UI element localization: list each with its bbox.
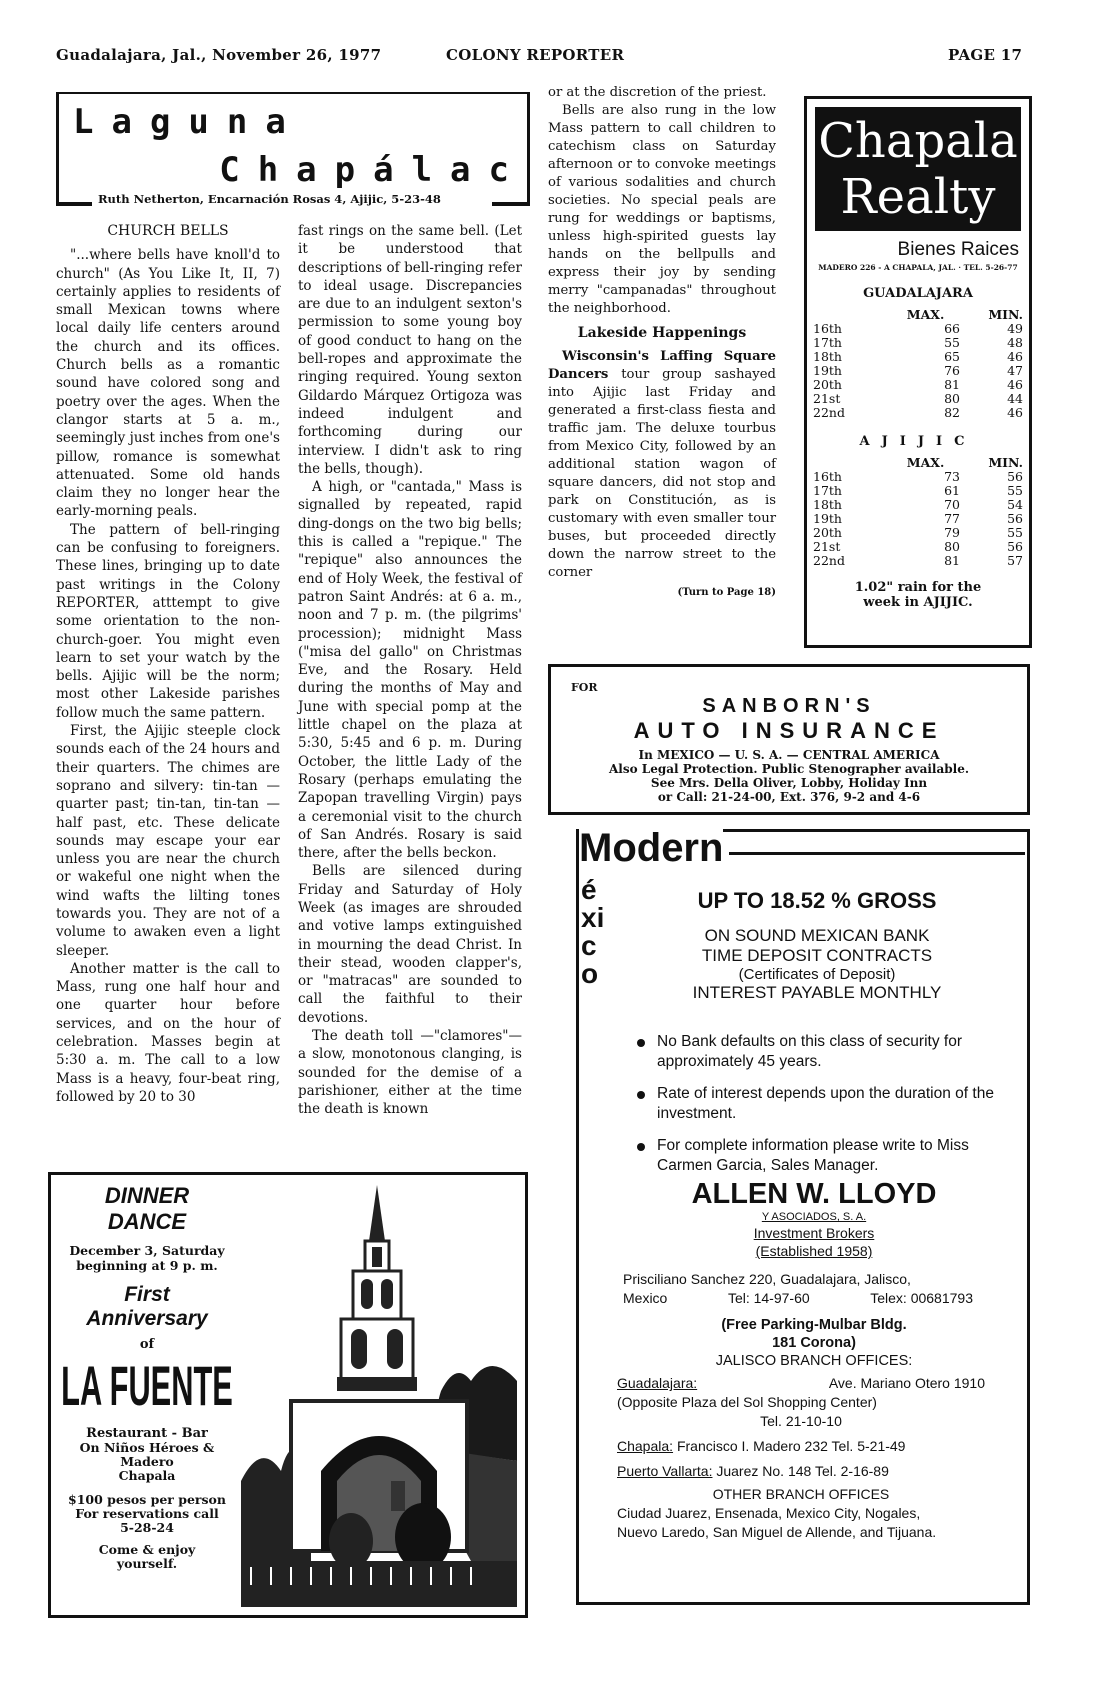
weather-day: 21st (813, 539, 841, 554)
article-paragraph: Bells are also rung in the low Mass pattern to call children to catechism class on Saturday afternoon or to convoke meetings of various sodalities and church societies. No special peals are rung for weddings or baptisms, unless high-spirited guests lay hands on the bellpulls and express their joy by sending merry "campanadas" throughout the neighborhood. (548, 103, 776, 316)
running-header-paper-name: COLONY REPORTER (446, 46, 625, 64)
max-label: MAX. (906, 455, 945, 470)
weather-min: 55 (1007, 483, 1023, 498)
church-steeple-illustration (241, 1181, 517, 1607)
article-paragraph: Another matter is the call to Mass, rung one half hour and one quarter hour before services, and on the hour of celebration. Masses begin at 5:30 a. m. The call to a low Mass is a heavy, four-beat ring, followed by 20 to 30 (56, 960, 280, 1105)
column-title-chapala: Chapálac (219, 150, 527, 190)
ad-bullet: For complete information please write to Miss Carmen Garcia, Sales Manager. (637, 1136, 997, 1176)
article-paragraph: fast rings on the same bell. (Let it be understood that descriptions of bell-ringing refer to ideal usage. Discrepancies are due to an indulgent sexton's permission to some young boy of good conduct to hang on the bell-ropes and approximate the ringing required. Young sexton Gildardo Márquez Ortigoza was indeed indulgent and forthcoming during our interview. I didn't ask to ring the bells, though). (298, 223, 522, 477)
ad-mexico-vertical: éxico (581, 874, 605, 989)
la-fuente-text-block (57, 1183, 237, 1571)
ad-time: beginning at 9 p. m. (76, 1258, 218, 1273)
ad-line-1: ON SOUND MEXICAN BANK (704, 926, 930, 945)
byline-rule-right (492, 202, 527, 206)
firm-established: (Established 1958) (755, 1243, 873, 1259)
ad-closing-2: yourself. (116, 1556, 178, 1571)
article-paragraph: The death toll —"clamores"— a slow, monotonous clanging, is sounded for the demise of a parishioner, either at the time the death is known (298, 1028, 522, 1118)
weather-max: 65 (944, 349, 960, 364)
weather-max: 73 (944, 469, 960, 484)
sanborns-coverage: In MEXICO — U. S. A. — CENTRAL AMERICA (638, 748, 940, 762)
weather-day: 22nd (813, 405, 845, 420)
weather-row (813, 512, 1023, 526)
weather-max: 70 (944, 497, 960, 512)
branch-list (617, 1374, 985, 1542)
weather-row (813, 498, 1023, 512)
ad-date: December 3, Saturday (69, 1243, 225, 1258)
rain-note: 1.02" rain for the week in AJIJIC. (854, 580, 982, 610)
realty-logo-chapala: Chapala (818, 113, 1018, 169)
realty-logo-realty: Realty (840, 169, 996, 225)
weather-guadalajara-header (807, 307, 1029, 322)
article-paragraph: First, the Ajijic steeple clock sounds each of the 24 hours and their quarters. The chimes are soprano and silvery: tin-tan — quarter past; tin-tan, tin-tan — half past, etc. These delicate sounds may escape your ear unless you are near the church or wakeful one night when the wind wafts the lilting tones towards you. They are not of a volume to awaken even a light sleeper. (56, 723, 280, 959)
la-fuente-logo: LA FUENTE (61, 1354, 233, 1417)
sanborns-legal: Also Legal Protection. Public Stenographer available. (608, 762, 970, 776)
parking-line-1: (Free Parking-Mulbar Bldg. (721, 1317, 907, 1333)
min-label: MIN. (988, 455, 1023, 470)
firm-city: Mexico (623, 1290, 668, 1306)
weather-day: 19th (813, 363, 842, 378)
ad-anniversary: Anniversary (86, 1307, 208, 1330)
branch-gdl-address-2: (Opposite Plaza del Sol Shopping Center) (617, 1394, 877, 1410)
ad-reservations: For reservations call (75, 1506, 219, 1521)
firm-subname: Y ASOCIADOS, S. A. (761, 1211, 867, 1223)
max-label: MAX. (906, 307, 945, 322)
weather-max: 81 (944, 553, 960, 568)
weather-max: 55 (944, 335, 960, 350)
ad-modern-banner: Modern (579, 826, 724, 870)
firm-address: Prisciliano Sanchez 220, Guadalajara, Jalisco, (623, 1271, 911, 1287)
article-paragraph: The pattern of bell-ringing can be confusing to foreigners. These lines, bringing up to date past writings in the Colony REPORTER, atttempt to give some orientation to the non-church-goer. You might even learn to set your watch by the bells. Ajijic will be the norm; most other Lakeside parishes follow much the same pattern. (56, 521, 280, 721)
ad-address-2: Madero (120, 1454, 174, 1469)
byline-rule-left (56, 202, 92, 206)
weather-row (813, 392, 1023, 406)
ad-closing-1: Come & enjoy (98, 1542, 196, 1557)
weather-max: 77 (944, 511, 960, 526)
article-column-3 (548, 84, 776, 602)
branch-title: JALISCO BRANCH OFFICES: (715, 1353, 913, 1369)
weather-day: 18th (813, 349, 842, 364)
branch-chapala-address: Francisco I. Madero 232 Tel. 5-21-49 (676, 1438, 906, 1454)
weather-max: 82 (944, 405, 960, 420)
weather-min: 46 (1007, 405, 1023, 420)
other-branches-2: Nuevo Laredo, San Miguel de Allende, and Tijuana. (617, 1524, 937, 1540)
ad-address-1: On Niños Héroes & (79, 1440, 215, 1455)
ad-type: Restaurant - Bar (86, 1426, 208, 1441)
weather-row (813, 350, 1023, 364)
article-heading: CHURCH BELLS (107, 223, 229, 239)
article-paragraph: or at the discretion of the priest. (548, 85, 767, 100)
weather-max: 76 (944, 363, 960, 378)
weather-row (813, 378, 1023, 392)
la-fuente-ad (48, 1172, 528, 1618)
weather-min: 54 (1007, 497, 1023, 512)
weather-day: 19th (813, 511, 842, 526)
branch-gdl-tel: Tel. 21-10-10 (760, 1413, 842, 1429)
column-title-laguna: Laguna (73, 102, 304, 142)
weather-max: 61 (944, 483, 960, 498)
happenings-lead: Wisconsin's Laffing Square Dancers (548, 349, 776, 382)
allen-lloyd-ad (576, 826, 1030, 1605)
ad-line-4: INTEREST PAYABLE MONTHLY (692, 983, 942, 1002)
running-header-page-number: PAGE 17 (948, 46, 1023, 64)
running-header-dateline: Guadalajara, Jal., November 26, 1977 (56, 46, 382, 64)
ad-line-3: (Certificates of Deposit) (738, 966, 896, 983)
branch-chapala-label: Chapala: (617, 1438, 674, 1454)
weather-row (813, 322, 1023, 336)
weather-day: 16th (813, 321, 842, 336)
weather-day: 16th (813, 469, 842, 484)
branch-pv-address: Juarez No. 148 Tel. 2-16-89 (716, 1463, 889, 1479)
weather-min: 56 (1007, 511, 1023, 526)
weather-min: 46 (1007, 377, 1023, 392)
firm-address-block (623, 1270, 973, 1308)
happenings-text: tour group sashayed into Ajijic last Friday and generated a first-class fiesta and traffic jam. The deluxe tourbus from Mexico City, followed by an additional station wagon of square dancers, did not stop and park on Constitución, as is customary with even smaller tour buses, but proceeded directly down the narrow street to the corner (548, 367, 776, 580)
sanborns-for: FOR (571, 681, 598, 694)
weather-min: 55 (1007, 525, 1023, 540)
ad-title-dinner: DINNER (104, 1183, 190, 1208)
sanborns-name: SANBORN'S (702, 695, 876, 717)
weather-max: 79 (944, 525, 960, 540)
weather-row (813, 484, 1023, 498)
weather-row (813, 526, 1023, 540)
firm-tel: Tel: 14-97-60 (727, 1290, 810, 1306)
weather-min: 56 (1007, 539, 1023, 554)
weather-guadalajara-title: GUADALAJARA (863, 286, 973, 301)
weather-row (813, 336, 1023, 350)
weather-day: 17th (813, 335, 842, 350)
weather-max: 80 (944, 539, 960, 554)
weather-row (813, 554, 1023, 568)
article-column-2 (298, 222, 522, 1119)
min-label: MIN. (988, 307, 1023, 322)
sanborns-product: AUTO INSURANCE (633, 718, 945, 743)
weather-ajijic-header (807, 455, 1029, 470)
article-paragraph: "...where bells have knoll'd to church" (As You Like It, II, 7) certainly applies to residents of small Mexican towns where local daily life centers around the church and its offices. Church bells as a romantic sound have colored song and poetry over the ages. When the clangor starts at 5 a. m., seemingly just inches from one's pillow, romance is somewhat attenuated. Some old hands claim they no longer hear the early-morning peals. (56, 247, 280, 520)
column-title-box (56, 92, 530, 206)
chapala-realty-ad (804, 96, 1032, 648)
weather-day: 20th (813, 377, 842, 392)
weather-min: 47 (1007, 363, 1023, 378)
other-branches-1: Ciudad Juarez, Ensenada, Mexico City, Nogales, (617, 1505, 921, 1521)
parking-line-2: 181 Corona) (772, 1335, 856, 1351)
article-paragraph: Bells are silenced during Friday and Saturday of Holy Week (as images are shrouded and votive lamps extinguished in mourning the dead Christ. In their stead, wooden clapper's, or "matracas" are sounded to call the faithful to their devotions. (298, 863, 522, 1026)
sanborns-contact: See Mrs. Della Oliver, Lobby, Holiday Inn (650, 776, 928, 790)
weather-day: 22nd (813, 553, 845, 568)
article-paragraph: A high, or "cantada," Mass is signalled by repeated, rapid ding-dongs on the two big bells; this is called a "repique." The "repique" also announces the end of Holy Week, the festival of patron Saint Andrés: at 6 a. m., noon and 7 p. m. (the pilgrims' procession); midnight Mass ("misa del gallo" on Christmas Eve, and the Rosary. Held during the months of May and June with special pomp at the little chapel on the plaza at 5:30, 5:45 and 6 p. m. During October, the little Lady of the Rosary (perhaps emulating the Zapopan travelling Virgin) pays a ceremonial visit to the church of San Andrés. Rosary is said there, after the bells beckon. (298, 479, 522, 862)
realty-tagline: Bienes Raices (897, 239, 1019, 260)
weather-min: 44 (1007, 391, 1023, 406)
ad-bullet: Rate of interest depends upon the duration of the investment. (637, 1084, 997, 1124)
article-column-1 (56, 222, 280, 1106)
sanborns-insurance-ad (548, 664, 1030, 815)
column-byline: Ruth Netherton, Encarnación Rosas 4, Ajijic, 5-23-48 (94, 192, 445, 206)
weather-min: 56 (1007, 469, 1023, 484)
weather-min: 46 (1007, 349, 1023, 364)
weather-day: 20th (813, 525, 842, 540)
happenings-heading: Lakeside Happenings (577, 325, 747, 341)
sanborns-phone: or Call: 21-24-00, Ext. 376, 9-2 and 4-6 (657, 790, 921, 804)
ad-address-3: Chapala (118, 1468, 176, 1483)
firm-brokers: Investment Brokers (753, 1225, 875, 1241)
ad-headline: UP TO 18.52 % GROSS (697, 888, 937, 913)
weather-day: 18th (813, 497, 842, 512)
weather-min: 49 (1007, 321, 1023, 336)
ad-of: of (139, 1337, 155, 1352)
weather-max: 66 (944, 321, 960, 336)
weather-row (813, 364, 1023, 378)
weather-min: 48 (1007, 335, 1023, 350)
weather-ajijic-title: AJIJIC (859, 434, 977, 449)
ad-phone: 5-28-24 (120, 1520, 174, 1535)
firm-telex: Telex: 00681793 (870, 1290, 973, 1306)
ad-line-2: TIME DEPOSIT CONTRACTS (701, 946, 933, 965)
ad-first: First (124, 1283, 170, 1306)
ad-title-dance: DANCE (107, 1209, 187, 1234)
branch-pv-label: Puerto Vallarta: (617, 1463, 713, 1479)
weather-guadalajara-table (813, 322, 1023, 420)
realty-logo-block (815, 107, 1021, 231)
weather-min: 57 (1007, 553, 1023, 568)
weather-day: 21st (813, 391, 841, 406)
ad-bullet: No Bank defaults on this class of security for approximately 45 years. (637, 1032, 997, 1072)
weather-row (813, 470, 1023, 484)
weather-max: 81 (944, 377, 960, 392)
weather-max: 80 (944, 391, 960, 406)
realty-address: MADERO 226 - A CHAPALA, JAL. · TEL. 5-26-77 (818, 263, 1018, 272)
firm-name: ALLEN W. LLOYD (691, 1178, 937, 1210)
happenings-paragraph (548, 348, 776, 582)
weather-day: 17th (813, 483, 842, 498)
weather-row (813, 540, 1023, 554)
ad-bullets (637, 1032, 997, 1188)
branch-gdl-label: Guadalajara: (617, 1375, 698, 1391)
weather-row (813, 406, 1023, 420)
ad-price: $100 pesos per person (68, 1492, 226, 1507)
banner-rule (729, 852, 1025, 855)
other-branches-title: OTHER BRANCH OFFICES (712, 1486, 890, 1502)
continued-notice: (Turn to Page 18) (677, 587, 776, 598)
weather-ajijic-table (813, 470, 1023, 568)
branch-gdl-address: Ave. Mariano Otero 1910 (828, 1375, 985, 1391)
